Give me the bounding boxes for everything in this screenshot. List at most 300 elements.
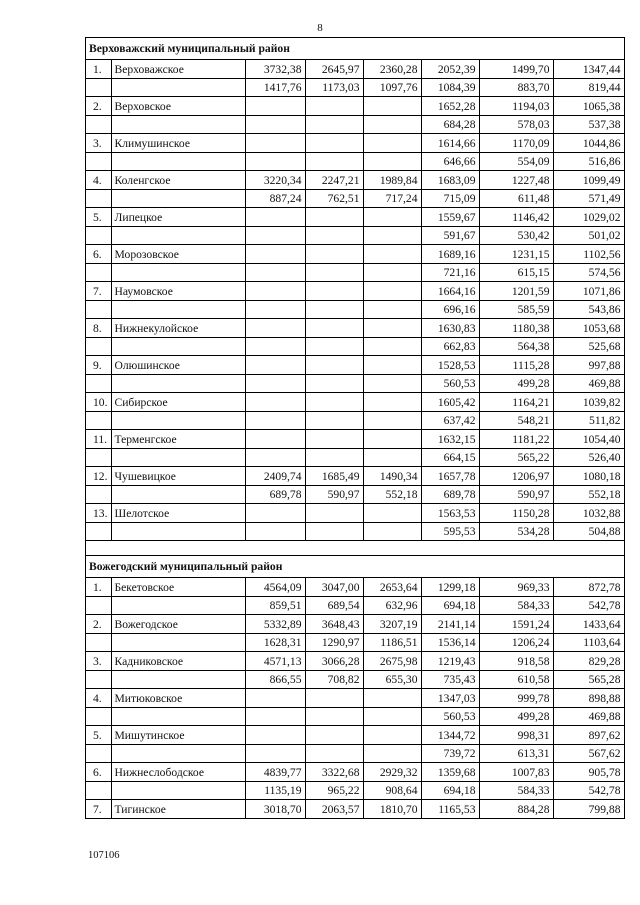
value-cell-c1	[245, 245, 305, 264]
value-cell-c2	[305, 707, 363, 726]
footer-code: 107106	[88, 850, 120, 861]
value-cell-c3	[363, 726, 421, 745]
value-cell-c6: 552,18	[553, 485, 624, 504]
value-cell-c2	[305, 356, 363, 375]
settlement-name-cell: Липецкое	[111, 208, 245, 227]
table-row	[86, 374, 625, 393]
value-cell-c6: 504,88	[553, 522, 624, 541]
value-cell-c6: 1032,88	[553, 504, 624, 523]
value-cell-c3: 717,24	[363, 189, 421, 208]
row-number-cell: 10.	[86, 393, 112, 412]
row-number-cell	[86, 152, 112, 171]
value-cell-c3	[363, 226, 421, 245]
value-cell-c5: 1206,24	[479, 633, 553, 652]
value-cell-c4: 595,53	[421, 522, 479, 541]
settlement-name-cell: Верховажское	[111, 60, 245, 79]
value-cell-c2	[305, 115, 363, 134]
settlement-name-cell: Климушинское	[111, 134, 245, 153]
value-cell-c4: 715,09	[421, 189, 479, 208]
table-row	[86, 504, 625, 523]
value-cell-c2	[305, 97, 363, 116]
table-row	[86, 652, 625, 671]
value-cell-c3	[363, 319, 421, 338]
value-cell-c1	[245, 726, 305, 745]
value-cell-c6: 567,62	[553, 744, 624, 763]
value-cell-c2	[305, 522, 363, 541]
value-cell-c1	[245, 300, 305, 319]
row-number-cell: 8.	[86, 319, 112, 338]
row-number-cell: 1.	[86, 578, 112, 597]
row-number-cell	[86, 670, 112, 689]
value-cell-c5: 1201,59	[479, 282, 553, 301]
value-cell-c1	[245, 226, 305, 245]
value-cell-c6: 511,82	[553, 411, 624, 430]
value-cell-c5: 554,09	[479, 152, 553, 171]
value-cell-c5: 499,28	[479, 707, 553, 726]
value-cell-c2: 762,51	[305, 189, 363, 208]
value-cell-c4: 684,28	[421, 115, 479, 134]
value-cell-c4: 694,18	[421, 596, 479, 615]
value-cell-c2: 1290,97	[305, 633, 363, 652]
value-cell-c5: 1007,83	[479, 763, 553, 782]
row-number-cell: 12.	[86, 467, 112, 486]
value-cell-c5: 1164,21	[479, 393, 553, 412]
settlement-name-cell	[111, 226, 245, 245]
value-cell-c4: 1689,16	[421, 245, 479, 264]
value-cell-c6: 574,56	[553, 263, 624, 282]
value-cell-c3: 908,64	[363, 781, 421, 800]
value-cell-c6: 898,88	[553, 689, 624, 708]
value-cell-c3: 3207,19	[363, 615, 421, 634]
value-cell-c2	[305, 300, 363, 319]
settlement-name-cell: Бекетовское	[111, 578, 245, 597]
value-cell-c3	[363, 393, 421, 412]
row-number-cell: 7.	[86, 282, 112, 301]
table-row	[86, 467, 625, 486]
value-cell-c4: 1165,53	[421, 800, 479, 819]
value-cell-c6: 829,28	[553, 652, 624, 671]
row-number-cell	[86, 300, 112, 319]
row-number-cell: 4.	[86, 689, 112, 708]
row-number-cell	[86, 485, 112, 504]
value-cell-c2: 3322,68	[305, 763, 363, 782]
value-cell-c4: 2141,14	[421, 615, 479, 634]
table-row	[86, 245, 625, 264]
value-cell-c6: 565,28	[553, 670, 624, 689]
value-cell-c5: 590,97	[479, 485, 553, 504]
value-cell-c4: 1359,68	[421, 763, 479, 782]
value-cell-c4: 1632,15	[421, 430, 479, 449]
settlement-name-cell	[111, 485, 245, 504]
row-number-cell	[86, 226, 112, 245]
value-cell-c5: 585,59	[479, 300, 553, 319]
value-cell-c4: 1630,83	[421, 319, 479, 338]
value-cell-c2: 3648,43	[305, 615, 363, 634]
row-number-cell: 3.	[86, 652, 112, 671]
value-cell-c1	[245, 411, 305, 430]
section-title: Вожегодский муниципальный район	[86, 556, 625, 578]
value-cell-c3	[363, 263, 421, 282]
row-number-cell: 13.	[86, 504, 112, 523]
value-cell-c1: 4839,77	[245, 763, 305, 782]
row-number-cell	[86, 522, 112, 541]
value-cell-c3	[363, 356, 421, 375]
value-cell-c5: 584,33	[479, 596, 553, 615]
value-cell-c6: 1065,38	[553, 97, 624, 116]
value-cell-c3: 632,96	[363, 596, 421, 615]
value-cell-c5: 564,38	[479, 337, 553, 356]
value-cell-c1	[245, 152, 305, 171]
row-number-cell	[86, 115, 112, 134]
value-cell-c1: 1628,31	[245, 633, 305, 652]
value-cell-c1	[245, 208, 305, 227]
value-cell-c4: 1536,14	[421, 633, 479, 652]
value-cell-c6: 1433,64	[553, 615, 624, 634]
value-cell-c3	[363, 689, 421, 708]
value-cell-c1	[245, 356, 305, 375]
settlement-name-cell	[111, 670, 245, 689]
row-number-cell	[86, 707, 112, 726]
value-cell-c6: 516,86	[553, 152, 624, 171]
value-cell-c5: 499,28	[479, 374, 553, 393]
value-cell-c5: 884,28	[479, 800, 553, 819]
settlement-name-cell: Наумовское	[111, 282, 245, 301]
table-row	[86, 226, 625, 245]
value-cell-c1: 866,55	[245, 670, 305, 689]
settlement-name-cell	[111, 152, 245, 171]
value-cell-c3: 552,18	[363, 485, 421, 504]
table-row	[86, 763, 625, 782]
value-cell-c1: 3732,38	[245, 60, 305, 79]
section-title: Верховажский муниципальный район	[86, 38, 625, 60]
table-row	[86, 800, 625, 819]
value-cell-c4: 1084,39	[421, 78, 479, 97]
value-cell-c2	[305, 319, 363, 338]
row-number-cell: 6.	[86, 763, 112, 782]
value-cell-c6: 537,38	[553, 115, 624, 134]
settlement-name-cell: Вожегодское	[111, 615, 245, 634]
value-cell-c2	[305, 448, 363, 467]
value-cell-c5: 1170,09	[479, 134, 553, 153]
value-cell-c5: 610,58	[479, 670, 553, 689]
value-cell-c4: 1528,53	[421, 356, 479, 375]
value-cell-c2: 708,82	[305, 670, 363, 689]
value-cell-c1	[245, 744, 305, 763]
value-cell-c4: 637,42	[421, 411, 479, 430]
value-cell-c6: 571,49	[553, 189, 624, 208]
value-cell-c4: 1664,16	[421, 282, 479, 301]
row-number-cell	[86, 189, 112, 208]
table-row	[86, 633, 625, 652]
value-cell-c5: 1150,28	[479, 504, 553, 523]
table-row	[86, 726, 625, 745]
section-gap	[86, 541, 625, 556]
value-cell-c3	[363, 448, 421, 467]
value-cell-c1	[245, 97, 305, 116]
row-number-cell	[86, 337, 112, 356]
value-cell-c6: 1071,86	[553, 282, 624, 301]
value-cell-c6: 469,88	[553, 707, 624, 726]
table-row	[86, 744, 625, 763]
settlement-name-cell: Чушевицкое	[111, 467, 245, 486]
value-cell-c2: 590,97	[305, 485, 363, 504]
value-cell-c3	[363, 504, 421, 523]
value-cell-c2	[305, 393, 363, 412]
value-cell-c3	[363, 97, 421, 116]
value-cell-c4: 664,15	[421, 448, 479, 467]
settlement-name-cell	[111, 78, 245, 97]
value-cell-c3: 1186,51	[363, 633, 421, 652]
value-cell-c4: 739,72	[421, 744, 479, 763]
value-cell-c2: 3047,00	[305, 578, 363, 597]
gap-cell	[553, 541, 624, 556]
row-number-cell: 7.	[86, 800, 112, 819]
value-cell-c4: 1344,72	[421, 726, 479, 745]
value-cell-c6: 799,88	[553, 800, 624, 819]
gap-cell	[479, 541, 553, 556]
value-cell-c5: 1206,97	[479, 467, 553, 486]
value-cell-c3	[363, 208, 421, 227]
value-cell-c2	[305, 282, 363, 301]
value-cell-c4: 1299,18	[421, 578, 479, 597]
value-cell-c6: 872,78	[553, 578, 624, 597]
value-cell-c3	[363, 707, 421, 726]
value-cell-c4: 1683,09	[421, 171, 479, 190]
table-row	[86, 208, 625, 227]
settlement-name-cell: Морозовское	[111, 245, 245, 264]
value-cell-c2	[305, 152, 363, 171]
value-cell-c3	[363, 522, 421, 541]
settlement-name-cell: Олюшинское	[111, 356, 245, 375]
row-number-cell	[86, 596, 112, 615]
value-cell-c4: 560,53	[421, 374, 479, 393]
value-cell-c4: 1563,53	[421, 504, 479, 523]
value-cell-c4: 696,16	[421, 300, 479, 319]
value-cell-c6: 525,68	[553, 337, 624, 356]
settlement-name-cell: Нижнеслободское	[111, 763, 245, 782]
value-cell-c6: 542,78	[553, 596, 624, 615]
value-cell-c6: 905,78	[553, 763, 624, 782]
value-cell-c5: 1231,15	[479, 245, 553, 264]
value-cell-c4: 560,53	[421, 707, 479, 726]
gap-cell	[363, 541, 421, 556]
settlement-name-cell: Сибирское	[111, 393, 245, 412]
table-row	[86, 448, 625, 467]
value-cell-c2	[305, 726, 363, 745]
value-cell-c2	[305, 374, 363, 393]
settlement-name-cell	[111, 448, 245, 467]
value-cell-c5: 611,48	[479, 189, 553, 208]
row-number-cell: 9.	[86, 356, 112, 375]
gap-cell	[305, 541, 363, 556]
settlement-name-cell: Митюковское	[111, 689, 245, 708]
settlement-name-cell: Нижнекулойское	[111, 319, 245, 338]
value-cell-c1	[245, 319, 305, 338]
table-row	[86, 430, 625, 449]
value-cell-c3	[363, 152, 421, 171]
value-cell-c5: 613,31	[479, 744, 553, 763]
value-cell-c6: 542,78	[553, 781, 624, 800]
value-cell-c1	[245, 115, 305, 134]
value-cell-c6: 819,44	[553, 78, 624, 97]
value-cell-c6: 1080,18	[553, 467, 624, 486]
value-cell-c2	[305, 744, 363, 763]
value-cell-c5: 530,42	[479, 226, 553, 245]
value-cell-c6: 1044,86	[553, 134, 624, 153]
table-row	[86, 134, 625, 153]
value-cell-c4: 735,43	[421, 670, 479, 689]
value-cell-c3: 1989,84	[363, 171, 421, 190]
row-number-cell	[86, 633, 112, 652]
value-cell-c1: 5332,89	[245, 615, 305, 634]
row-number-cell	[86, 411, 112, 430]
value-cell-c5: 1180,38	[479, 319, 553, 338]
table-row	[86, 171, 625, 190]
tariff-table	[85, 37, 625, 819]
settlement-name-cell: Коленгское	[111, 171, 245, 190]
settlement-name-cell	[111, 522, 245, 541]
value-cell-c4: 2052,39	[421, 60, 479, 79]
value-cell-c1: 4564,09	[245, 578, 305, 597]
value-cell-c4: 1614,66	[421, 134, 479, 153]
value-cell-c2	[305, 245, 363, 264]
value-cell-c5: 578,03	[479, 115, 553, 134]
value-cell-c1: 3018,70	[245, 800, 305, 819]
value-cell-c5: 918,58	[479, 652, 553, 671]
settlement-name-cell: Тигинское	[111, 800, 245, 819]
row-number-cell: 6.	[86, 245, 112, 264]
value-cell-c1	[245, 374, 305, 393]
value-cell-c2: 1685,49	[305, 467, 363, 486]
value-cell-c2: 965,22	[305, 781, 363, 800]
table-row	[86, 97, 625, 116]
row-number-cell: 5.	[86, 208, 112, 227]
settlement-name-cell	[111, 707, 245, 726]
settlement-name-cell	[111, 633, 245, 652]
value-cell-c5: 1194,03	[479, 97, 553, 116]
settlement-name-cell: Шелотское	[111, 504, 245, 523]
value-cell-c6: 1039,82	[553, 393, 624, 412]
value-cell-c2	[305, 134, 363, 153]
value-cell-c3: 1490,34	[363, 467, 421, 486]
row-number-cell: 2.	[86, 615, 112, 634]
value-cell-c1: 4571,13	[245, 652, 305, 671]
settlement-name-cell	[111, 744, 245, 763]
table-body	[86, 38, 625, 819]
value-cell-c4: 591,67	[421, 226, 479, 245]
value-cell-c4: 721,16	[421, 263, 479, 282]
row-number-cell: 3.	[86, 134, 112, 153]
table-row	[86, 781, 625, 800]
table-row	[86, 300, 625, 319]
value-cell-c5: 883,70	[479, 78, 553, 97]
value-cell-c1	[245, 430, 305, 449]
row-number-cell	[86, 78, 112, 97]
value-cell-c3	[363, 134, 421, 153]
row-number-cell	[86, 448, 112, 467]
value-cell-c1: 3220,34	[245, 171, 305, 190]
table-row	[86, 393, 625, 412]
table-row	[86, 263, 625, 282]
value-cell-c2	[305, 411, 363, 430]
value-cell-c5: 1146,42	[479, 208, 553, 227]
value-cell-c3: 2675,98	[363, 652, 421, 671]
value-cell-c2: 2063,57	[305, 800, 363, 819]
value-cell-c6: 997,88	[553, 356, 624, 375]
row-number-cell: 4.	[86, 171, 112, 190]
settlement-name-cell	[111, 337, 245, 356]
value-cell-c3: 2360,28	[363, 60, 421, 79]
value-cell-c6: 1102,56	[553, 245, 624, 264]
value-cell-c1	[245, 282, 305, 301]
value-cell-c3: 655,30	[363, 670, 421, 689]
table-row	[86, 115, 625, 134]
value-cell-c2: 3066,28	[305, 652, 363, 671]
settlement-name-cell	[111, 300, 245, 319]
value-cell-c2	[305, 337, 363, 356]
value-cell-c5: 998,31	[479, 726, 553, 745]
value-cell-c2: 2247,21	[305, 171, 363, 190]
value-cell-c2	[305, 504, 363, 523]
value-cell-c2	[305, 430, 363, 449]
settlement-name-cell	[111, 374, 245, 393]
value-cell-c3	[363, 744, 421, 763]
row-number-cell: 11.	[86, 430, 112, 449]
value-cell-c1	[245, 263, 305, 282]
value-cell-c4: 689,78	[421, 485, 479, 504]
value-cell-c1	[245, 504, 305, 523]
value-cell-c5: 534,28	[479, 522, 553, 541]
settlement-name-cell	[111, 596, 245, 615]
value-cell-c6: 1053,68	[553, 319, 624, 338]
value-cell-c3	[363, 337, 421, 356]
table-row	[86, 578, 625, 597]
value-cell-c2	[305, 208, 363, 227]
value-cell-c6: 1099,49	[553, 171, 624, 190]
table-row	[86, 615, 625, 634]
value-cell-c5: 1227,48	[479, 171, 553, 190]
value-cell-c1	[245, 707, 305, 726]
gap-cell	[86, 541, 112, 556]
value-cell-c2	[305, 689, 363, 708]
value-cell-c1: 2409,74	[245, 467, 305, 486]
value-cell-c3: 2653,64	[363, 578, 421, 597]
table-row	[86, 411, 625, 430]
table-row	[86, 319, 625, 338]
value-cell-c3	[363, 430, 421, 449]
table-row	[86, 78, 625, 97]
settlement-name-cell	[111, 411, 245, 430]
value-cell-c5: 584,33	[479, 781, 553, 800]
value-cell-c6: 1054,40	[553, 430, 624, 449]
value-cell-c2: 689,54	[305, 596, 363, 615]
value-cell-c1	[245, 337, 305, 356]
value-cell-c1	[245, 393, 305, 412]
value-cell-c2: 1173,03	[305, 78, 363, 97]
value-cell-c3	[363, 374, 421, 393]
value-cell-c5: 565,22	[479, 448, 553, 467]
table-row	[86, 152, 625, 171]
value-cell-c1: 689,78	[245, 485, 305, 504]
value-cell-c6: 1103,64	[553, 633, 624, 652]
settlement-name-cell: Верховское	[111, 97, 245, 116]
row-number-cell	[86, 744, 112, 763]
table-row	[86, 522, 625, 541]
value-cell-c3: 1810,70	[363, 800, 421, 819]
page-number: 8	[317, 22, 323, 34]
section-header-row	[86, 556, 625, 578]
value-cell-c6: 501,02	[553, 226, 624, 245]
